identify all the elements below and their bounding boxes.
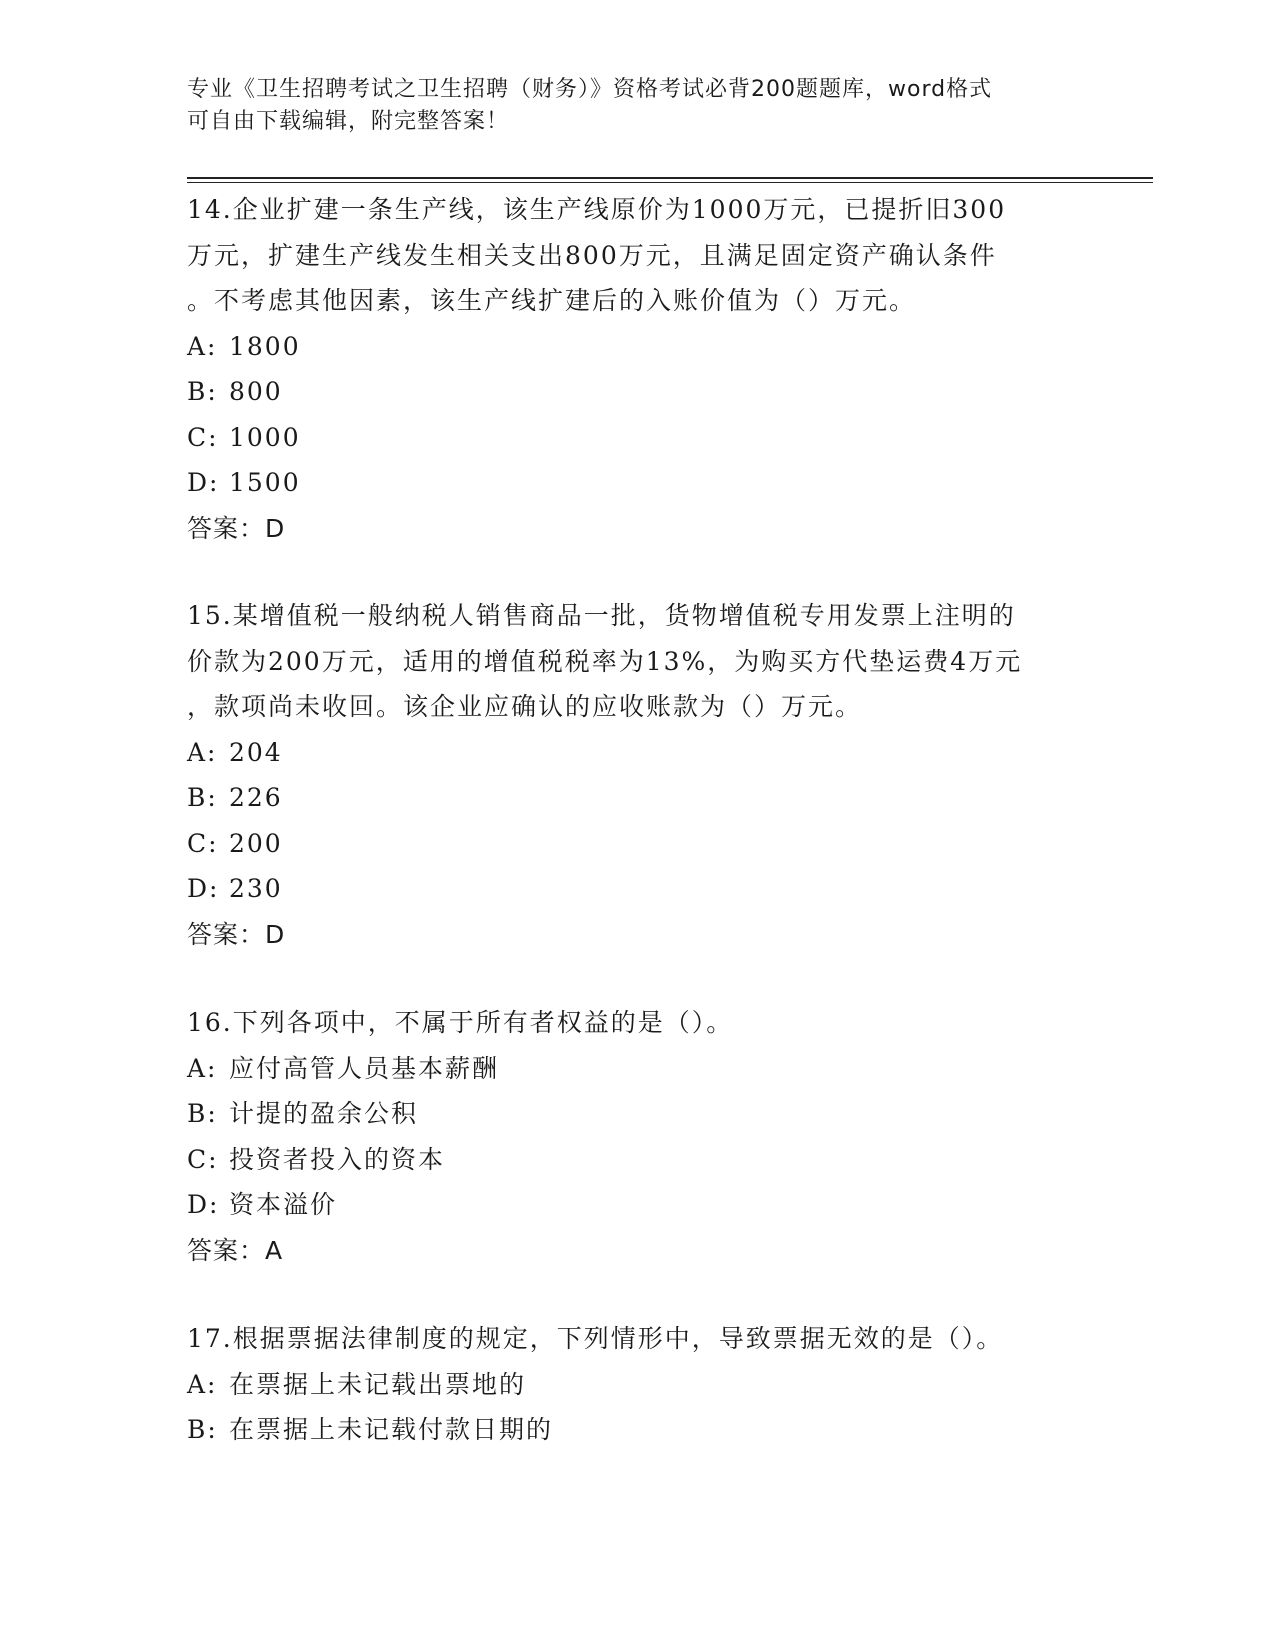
- option-letter: D:: [187, 468, 220, 497]
- option-text: 在票据上未记载付款日期的: [229, 1415, 554, 1444]
- option-letter: B:: [187, 377, 218, 406]
- option-letter: A:: [187, 737, 218, 767]
- option-text: 226: [229, 783, 283, 812]
- header-line-1: 专业《卫生招聘考试之卫生招聘（财务）》资格考试必背200题题库，word格式: [187, 77, 993, 102]
- answer-line: 答案：A: [187, 1235, 284, 1265]
- option-d: [187, 866, 1087, 912]
- option-b: [187, 369, 1087, 415]
- question-text-line: ，款项尚未收回。该企业应确认的应收账款为（）万元。: [187, 692, 863, 721]
- option-b: [187, 1407, 1087, 1453]
- header-divider-thick: [187, 177, 1153, 179]
- option-letter: C:: [187, 1144, 219, 1174]
- option-text: 1800: [229, 331, 301, 361]
- option-text: 1500: [229, 468, 301, 497]
- option-letter: D:: [187, 874, 220, 903]
- option-a: [187, 324, 1087, 370]
- question-17: [187, 1316, 1087, 1453]
- option-text: 204: [229, 737, 283, 767]
- question-15: [187, 593, 1087, 957]
- option-text: 200: [229, 828, 283, 858]
- question-text-line: 16.下列各项中，不属于所有者权益的是（）。: [187, 1008, 734, 1037]
- option-b: [187, 1091, 1087, 1137]
- question-text-line: 14.企业扩建一条生产线，该生产线原价为1000万元，已提折旧300: [187, 195, 1007, 224]
- option-c: [187, 415, 1087, 461]
- option-letter: A:: [187, 1053, 218, 1083]
- option-a: [187, 1362, 1087, 1408]
- option-text: 800: [229, 377, 283, 406]
- option-a: [187, 730, 1087, 776]
- question-text-line: 价款为200万元，适用的增值税税率为13%，为购买方代垫运费4万元: [187, 646, 1023, 676]
- option-letter: B:: [187, 1415, 218, 1444]
- option-a: [187, 1046, 1087, 1092]
- option-letter: D:: [187, 1190, 220, 1219]
- option-d: [187, 460, 1087, 506]
- question-text-line: 15.某增值税一般纳税人销售商品一批，货物增值税专用发票上注明的: [187, 601, 1016, 630]
- question-14: [187, 187, 1087, 551]
- option-text: 计提的盈余公积: [229, 1099, 419, 1128]
- option-d: [187, 1182, 1087, 1228]
- document-header: [187, 74, 1087, 138]
- option-text: 在票据上未记载出票地的: [229, 1369, 527, 1399]
- option-letter: B:: [187, 1099, 218, 1128]
- option-letter: C:: [187, 828, 219, 858]
- option-text: 1000: [229, 422, 301, 452]
- answer-line: 答案：D: [187, 513, 286, 543]
- option-c: [187, 1137, 1087, 1183]
- option-letter: B:: [187, 783, 218, 812]
- option-text: 230: [229, 874, 283, 903]
- option-text: 资本溢价: [229, 1190, 338, 1219]
- option-letter: C:: [187, 422, 219, 452]
- option-letter: A:: [187, 331, 218, 361]
- option-c: [187, 821, 1087, 867]
- header-divider-thin: [187, 182, 1153, 183]
- question-text-line: 。不考虑其他因素，该生产线扩建后的入账价值为（）万元。: [187, 286, 917, 315]
- header-line-2: 可自由下载编辑，附完整答案！: [187, 109, 510, 134]
- option-text: 投资者投入的资本: [229, 1144, 446, 1174]
- option-letter: A:: [187, 1369, 218, 1399]
- question-text-line: 17.根据票据法律制度的规定，下列情形中，导致票据无效的是（）。: [187, 1324, 1004, 1353]
- question-text-line: 万元，扩建生产线发生相关支出800万元，且满足固定资产确认条件: [187, 240, 997, 270]
- answer-line: 答案：D: [187, 919, 286, 949]
- option-text: 应付高管人员基本薪酬: [229, 1053, 500, 1083]
- question-16: [187, 1000, 1087, 1273]
- option-b: [187, 775, 1087, 821]
